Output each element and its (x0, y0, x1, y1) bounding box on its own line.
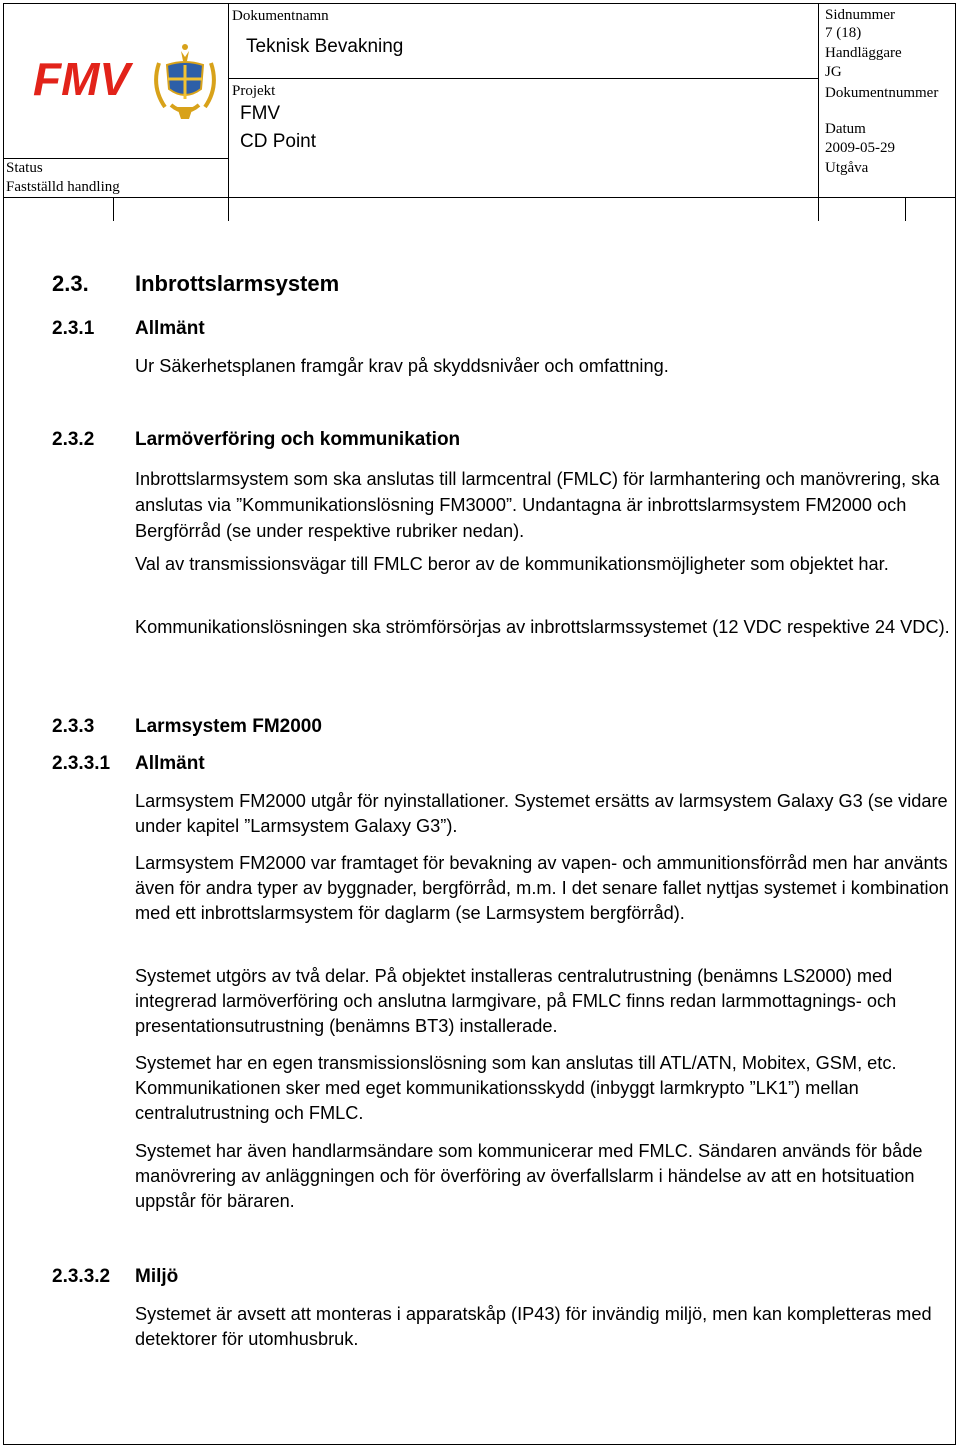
header-bottom-border (3, 197, 956, 198)
heading-number: 2.3.3.1 (52, 753, 111, 774)
header-divider-1 (228, 3, 229, 197)
heading-title: Larmöverföring och kommunikation (135, 429, 461, 450)
paragraph: Val av transmissionsvägar till FMLC beror av de kommunikationsmöjligheter som objektet har. (135, 554, 889, 574)
header-tick-2 (228, 197, 229, 221)
header-divider-3 (3, 158, 228, 159)
date-label: Datum (825, 121, 866, 137)
heading-title: Miljö (135, 1266, 179, 1287)
heading-title: Inbrottslarmsystem (135, 271, 340, 296)
handler-value: JG (825, 64, 842, 80)
edition-label: Utgåva (825, 160, 869, 176)
doc-number-label: Dokumentnummer (825, 85, 939, 101)
paragraph: Larmsystem FM2000 utgår för nyinstallationer. Systemet ersätts av larmsystem Galaxy G3 (se vidare under kapitel ”Larmsystem Galaxy G3”). (135, 791, 948, 836)
heading-number: 2.3.3 (52, 716, 95, 737)
paragraph: Systemet utgörs av två delar. På objektet installeras centralutrustning (benämns LS2000) med integrerad larmöverföring och anslutna larmgivare, på FMLC finns redan larmmottagnings- och presentationsutrustning (benämns BT3) installerade. (135, 966, 897, 1036)
header-tick-1 (113, 197, 114, 221)
status-label: Status (6, 160, 43, 176)
document-header (3, 3, 956, 197)
heading-title: Larmsystem FM2000 (135, 716, 322, 737)
header-divider-2 (818, 3, 819, 197)
paragraph: Systemet har även handlarmsändare som kommunicerar med FMLC. Sändaren används för både manövrering av anläggningen och för överföring av överfallslarm i händelse av att en hotsituation uppstår för bäraren. (135, 1141, 923, 1211)
header-tick-4 (905, 197, 906, 221)
status-value: Fastställd handling (6, 179, 120, 195)
fmv-logo (31, 43, 221, 123)
header-divider-4 (228, 78, 818, 79)
project-value-1: FMV (240, 103, 281, 124)
fmv-logo-text: FMV (33, 53, 131, 105)
handler-label: Handläggare (825, 45, 902, 61)
project-label: Projekt (232, 83, 276, 99)
date-value: 2009-05-29 (825, 140, 895, 156)
paragraph: Inbrottslarmsystem som ska anslutas till larmcentral (FMLC) för larmhantering och manövrering, ska anslutas via ”Kommunikationslösning FM3000”. Undantagna är inbrottslarmsystem FM2000 och Bergförråd (se under respektive rubriker nedan). (135, 469, 940, 541)
paragraph: Ur Säkerhetsplanen framgår krav på skyddsnivåer och omfattning. (135, 356, 669, 376)
doc-name-label: Dokumentnamn (232, 8, 329, 24)
heading-title: Allmänt (135, 318, 205, 339)
heading-number: 2.3.3.2 (52, 1266, 111, 1287)
paragraph: Systemet är avsett att monteras i apparatskåp (IP43) för invändig miljö, men kan kompletteras med detektorer för utomhusbruk. (135, 1304, 932, 1349)
crest-icon (156, 44, 214, 119)
paragraph: Kommunikationslösningen ska strömförsörjas av inbrottslarmssystemet (12 VDC respektive 24 VDC). (135, 617, 950, 637)
page-number-label: Sidnummer (825, 7, 895, 23)
project-value-2: CD Point (240, 131, 317, 152)
heading-number: 2.3.1 (52, 318, 95, 339)
doc-name-value: Teknisk Bevakning (246, 36, 404, 57)
paragraph: Larmsystem FM2000 var framtaget för bevakning av vapen- och ammunitionsförråd men har använts även för andra typer av byggnader, bergförråd, m.m. I det senare fallet nyttjas systemet i kombination med ett inbrottslarmsystem för daglarm (se Larmsystem bergförråd). (135, 853, 949, 923)
fmv-logo-graphic (31, 43, 221, 123)
header-tick-3 (818, 197, 819, 221)
heading-number: 2.3.2 (52, 429, 95, 450)
heading-title: Allmänt (135, 753, 205, 774)
page-number-value: 7 (18) (825, 25, 862, 41)
paragraph: Systemet har en egen transmissionslösning som kan anslutas till ATL/ATN, Mobitex, GSM, etc. Kommunikationen sker med eget kommunikationsskydd (inbyggt larmkrypto ”LK1”) mellan centralutrustning och FMLC. (135, 1053, 897, 1123)
heading-number: 2.3. (52, 271, 89, 296)
